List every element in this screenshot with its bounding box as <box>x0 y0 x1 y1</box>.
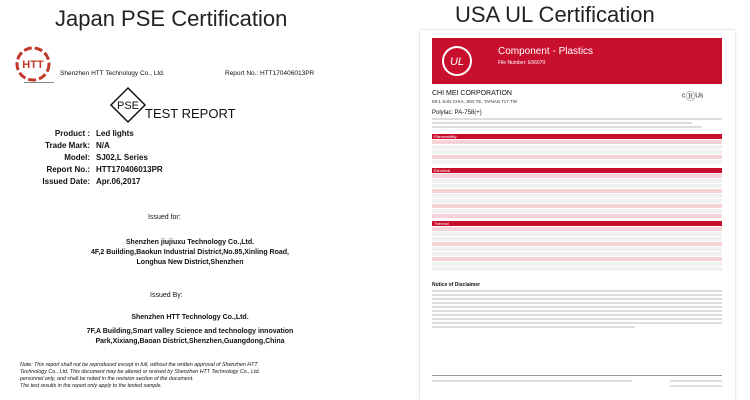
cru-mark-icon: ᶜⓇᵁˢ <box>682 92 704 103</box>
report-note: Note: This report shall not be reproduced except in full, without the written approval of Shenzhen HTT Technology Co., Ltd. This document may be altered or revised by Shenzhen HTT Technology Co., Ltd. personnel only, and shall be noted in the revision section of the document. The test results in the report only apply to the tested sample. <box>20 362 260 389</box>
table-row <box>432 252 722 256</box>
report-no-header: Report No.: HTT170406013PR <box>225 70 315 77</box>
ul-logo-icon <box>440 44 474 78</box>
product-name: Polylac: PA-758(+) <box>432 110 482 116</box>
ul-certificate-card <box>420 30 735 400</box>
disclaimer-title: Notice of Disclaimer <box>432 282 481 288</box>
company-header: Shenzhen HTT Technology Co., Ltd. <box>60 70 165 77</box>
field-row: Product : Led lights <box>54 129 134 138</box>
card-file: File Number: E56070 <box>498 60 546 66</box>
table-row <box>432 150 722 154</box>
table-row <box>432 155 722 159</box>
company-address: 59-1 SAN CHIA, JEN TE, TAINAN 717 TW <box>432 99 517 104</box>
htt-logo-text: HTT <box>22 59 44 71</box>
report-fields <box>30 128 230 188</box>
section-thermal: Thermal <box>432 221 722 226</box>
table-row <box>432 179 722 183</box>
section-flammability: Flammability <box>432 134 722 139</box>
table-row <box>432 262 722 266</box>
table-row <box>432 204 722 208</box>
issued-for-block: Shenzhen jiujiuxu Technology Co.,Ltd. 4F,2 Building,Baokun Industrial District,No.85,Xinling Road, Longhua New District,Shenzhen <box>91 239 289 266</box>
table-row <box>432 267 722 271</box>
table-row <box>432 232 722 236</box>
text-line <box>432 126 702 128</box>
table-row <box>432 237 722 241</box>
svg-text:UL: UL <box>449 56 465 68</box>
table-row <box>432 199 722 203</box>
table-row <box>432 242 722 246</box>
pse-mark-icon <box>108 85 148 125</box>
table-row <box>432 174 722 178</box>
footer-divider <box>432 375 722 376</box>
logo-divider <box>24 82 54 83</box>
issued-by-label: Issued By: <box>150 292 183 299</box>
table-row <box>432 214 722 218</box>
table-row <box>432 209 722 213</box>
table-row <box>432 247 722 251</box>
table-row <box>432 257 722 261</box>
field-row: Trade Mark: N/A <box>45 141 110 150</box>
text-line <box>432 118 722 120</box>
company-name: CHI MEI CORPORATION <box>432 90 512 97</box>
field-row: Model: SJ02,L Series <box>64 153 148 162</box>
table-row <box>432 194 722 198</box>
issued-by-block: Shenzhen HTT Technology Co.,Ltd. 7F,A Building,Smart valley Science and technology innovation Park,Xixiang,Baoan District,Shenzhen,Guangdong,China <box>86 314 294 345</box>
footer-text <box>670 380 722 382</box>
footer-text <box>432 380 632 382</box>
field-row: Issued Date: Apr.06,2017 <box>42 177 141 186</box>
report-title: TEST REPORT <box>145 106 236 121</box>
ul-panel-title: USA UL Certification <box>455 2 655 27</box>
pse-mark-text: PSE <box>116 100 140 112</box>
section-electrical: Electrical <box>432 168 722 173</box>
issued-for-label: Issued for: <box>148 214 181 221</box>
pse-title: Japan PSE Certification <box>55 6 288 31</box>
table-row <box>432 140 722 144</box>
disclaimer-text <box>432 290 722 330</box>
ul-header-bar <box>432 38 722 84</box>
card-title: Component - Plastics <box>498 46 594 57</box>
footer-text <box>670 385 722 387</box>
htt-logo <box>14 45 52 83</box>
table-row <box>432 189 722 193</box>
table-row <box>432 184 722 188</box>
field-row: Report No.: HTT170406013PR <box>46 165 163 174</box>
table-row <box>432 227 722 231</box>
table-row <box>432 145 722 149</box>
table-row <box>432 160 722 164</box>
text-line <box>432 122 692 124</box>
